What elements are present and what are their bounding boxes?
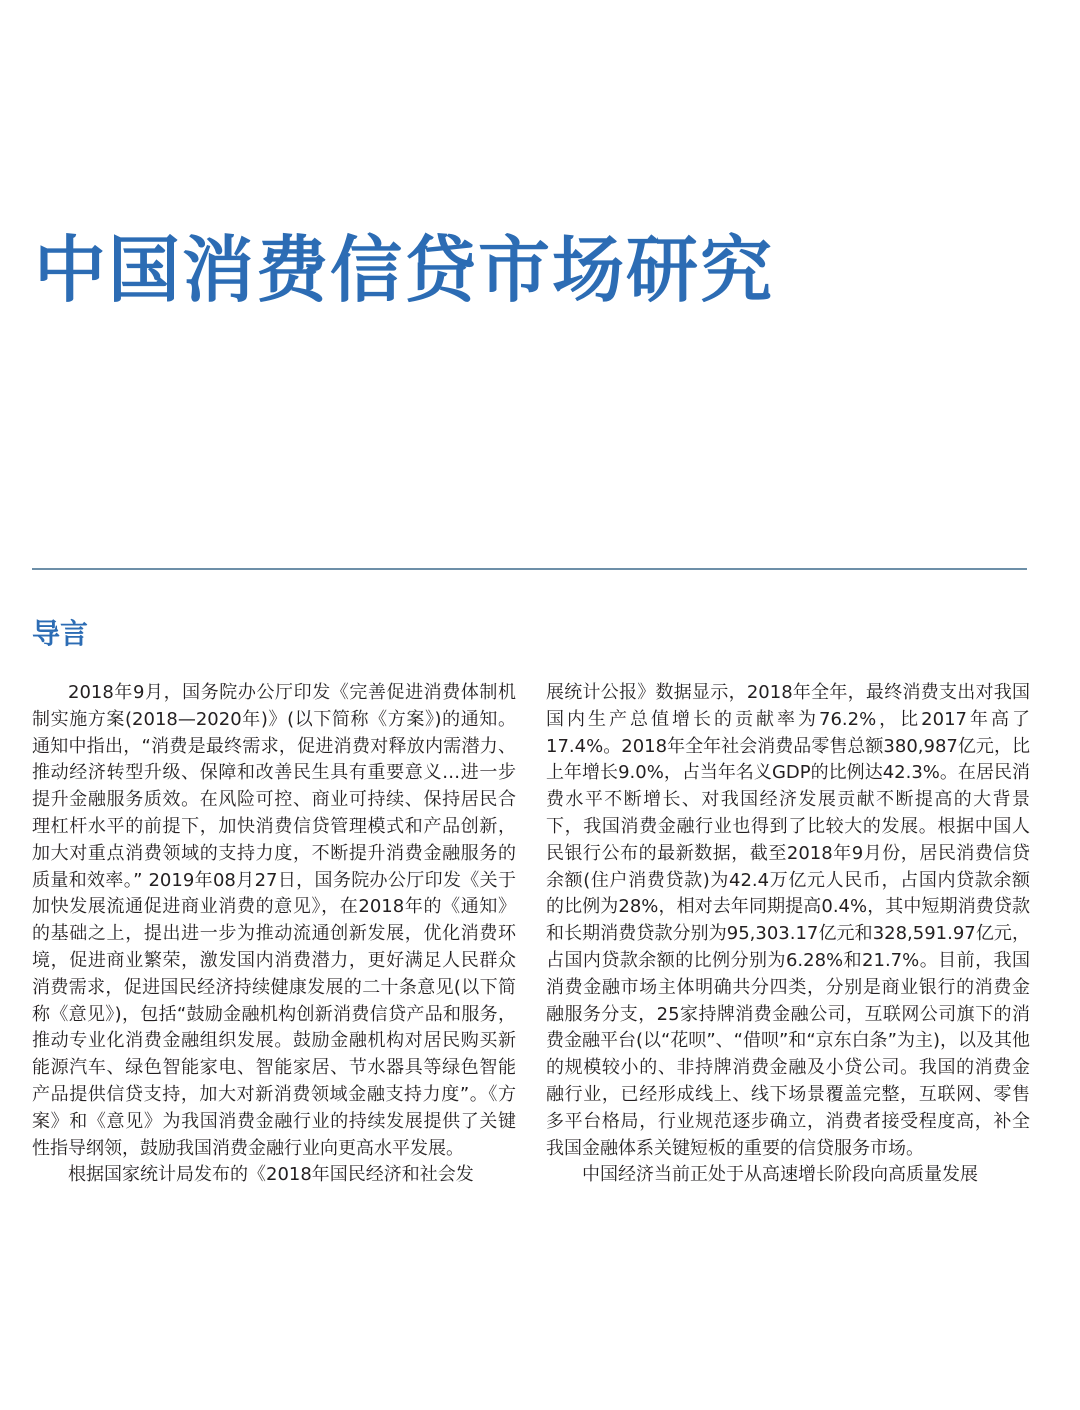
paragraph-statistics-continued: 展统计公报》数据显示，2018年全年，最终消费支出对我国国内生产总值增长的贡献率为76.2%，比2017年高了17.4%。2018年全年社会消费品零售总额380,987亿元，比上年增长9.0%，占当年名义GDP的比例达42.3%。在居民消费水平不断增长、对我国经济发展贡献不断提高的大背景下，我国消费金融行业也得到了比较大的发展。根据中国人民银行公布的最新数据，截至2018年9月份，居民消费信贷余额(住户消费贷款)为42.4万亿元人民币，占国内贷款余额的比例为28%，相对去年同期提高0.4%，其中短期消费贷款和长期消费贷款分别为95,303.17亿元和328,591.97亿元，占国内贷款余额的比例分别为6.28%和21.7%。目前，我国消费金融市场主体明确共分四类，分别是商业银行的消费金融服务分支，25家持牌消费金融公司，互联网公司旗下的消费金融平台(以“花呗”、“借呗”和“京东白条”为主)，以及其他的规模较小的、非持牌消费金融及小贷公司。我国的消费金融行业，已经形成线上、线下场景覆盖完整，互联网、零售多平台格局，行业规范逐步确立，消费者接受程度高，补全我国金融体系关键短板的重要的信贷服务市场。: [546, 682, 1030, 1159]
left-text-column: [32, 680, 516, 1189]
paragraph-statistics-intro: 根据国家统计局发布的《2018年国民经济和社会发: [68, 1164, 474, 1186]
paragraph-economy-transition: 中国经济当前正处于从高速增长阶段向高质量发展: [582, 1164, 978, 1186]
paragraph-policy-background: 2018年9月，国务院办公厅印发《完善促进消费体制机制实施方案(2018—2020年)》(以下简称《方案》)的通知。通知中指出，“消费是最终需求，促进消费对释放内需潜力、推动经济转型升级、保障和改善民生具有重要意义…进一步提升金融服务质效。在风险可控、商业可持续、保持居民合理杠杆水平的前提下，加快消费信贷管理模式和产品创新，加大对重点消费领域的支持力度，不断提升消费金融服务的质量和效率。” 2019年08月27日，国务院办公厅印发《关于加快发展流通促进商业消费的意见》，在2018年的《通知》的基础之上，提出进一步为推动流通创新发展，优化消费环境，促进商业繁荣，激发国内消费潜力，更好满足人民群众消费需求，促进国民经济持续健康发展的二十条意见(以下简称《意见》)，包括“鼓励金融机构创新消费信贷产品和服务，推动专业化消费金融组织发展。鼓励金融机构对居民购买新能源汽车、绿色智能家电、智能家居、节水器具等绿色智能产品提供信贷支持，加大对新消费领域金融支持力度”。《方案》和《意见》为我国消费金融行业的持续发展提供了关键性指导纲领，鼓励我国消费金融行业向更高水平发展。: [32, 682, 516, 1159]
section-heading-introduction: 导言: [32, 617, 89, 650]
right-text-column: [546, 680, 1030, 1189]
section-divider: [32, 568, 1027, 570]
page-title: 中国消费信贷市场研究: [34, 228, 775, 312]
